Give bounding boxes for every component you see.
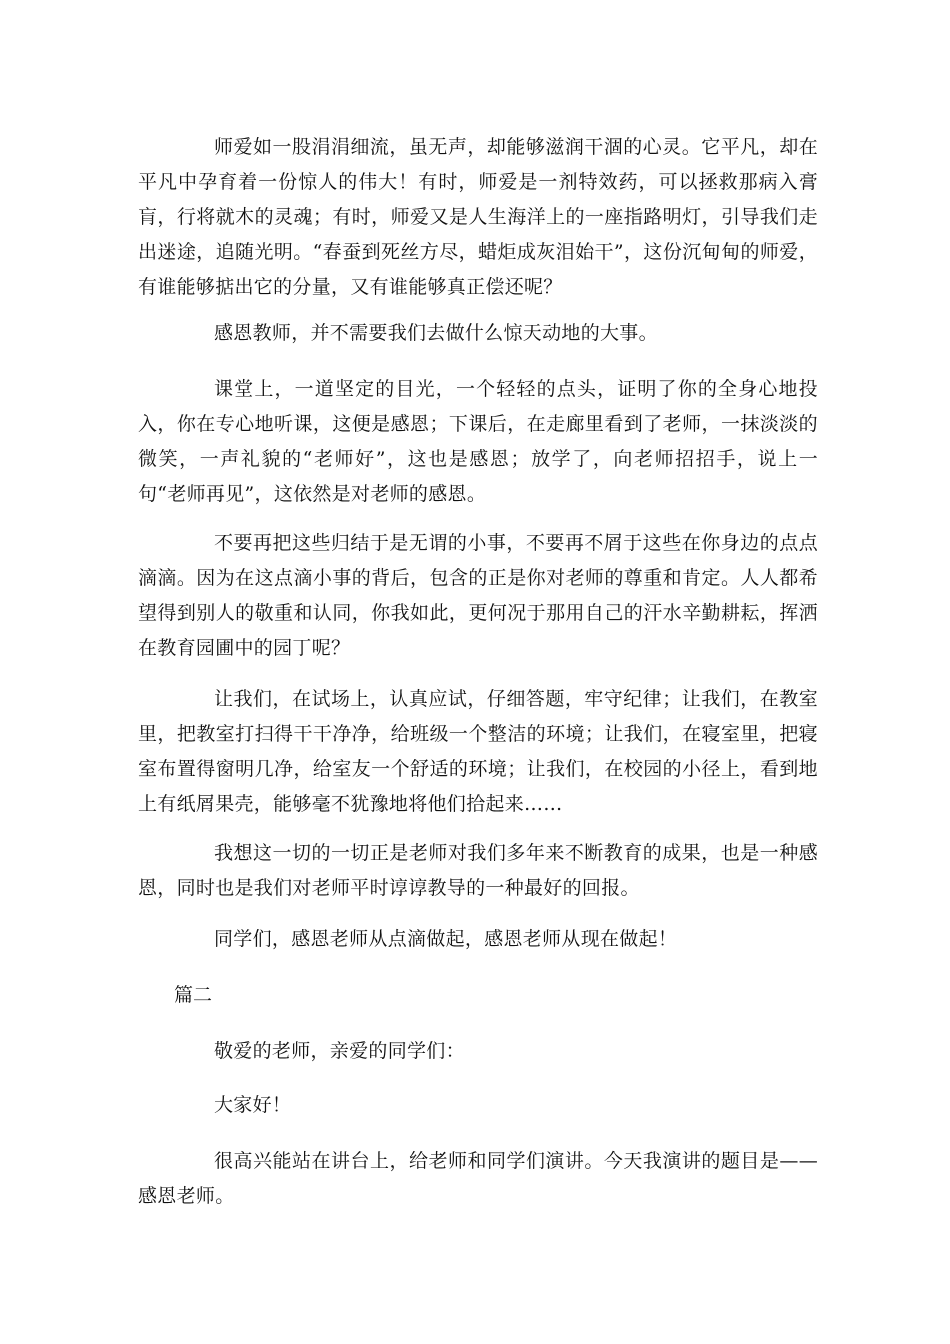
paragraph-closing-call: 同学们，感恩老师从点滴做起，感恩老师从现在做起！: [214, 928, 678, 950]
paragraph-greeting: 敬爱的老师，亲爱的同学们：: [214, 1040, 465, 1062]
paragraph-hello: 大家好！: [214, 1094, 292, 1116]
paragraph-teacher-love: 师爱如一股涓涓细流，虽无声，却能够滋润干涸的心灵。它平凡，却在平凡中孕育着一份惊人的伟大！有时，师爱是一剂特效药，可以拯救那病入膏肓，行将就木的灵魂；有时，师爱又是人生海洋上的一座指路明灯，引导我们走出迷途，追随光明。“春蚕到死丝方尽，蜡炬成灰泪始干”，这份沉甸甸的师爱，有谁能够掂出它的分量，又有谁能够真正偿还呢？: [138, 136, 818, 298]
paragraph-small-things: 不要再把这些归结于是无谓的小事，不要再不屑于这些在你身边的点点滴滴。因为在这点滴小事的背后，包含的正是你对老师的尊重和肯定。人人都希望得到别人的敬重和认同，你我如此，更何况于那用自己的汗水辛勤耕耘，挥洒在教育园圃中的园丁呢？: [138, 532, 818, 659]
paragraph-speech-intro: 很高兴能站在讲台上，给老师和同学们演讲。今天我演讲的题目是——感恩老师。: [138, 1150, 818, 1207]
paragraph-education-result: 我想这一切的一切正是老师对我们多年来不断教育的成果，也是一种感恩，同时也是我们对老师平时谆谆教导的一种最好的回报。: [138, 842, 818, 899]
paragraph-let-us: 让我们，在试场上，认真应试，仔细答题，牢守纪律；让我们，在教室里，把教室打扫得干干净净，给班级一个整洁的环境；让我们，在寝室里，把寝室布置得窗明几净，给室友一个舒适的环境；让我们，在校园的小径上，看到地上有纸屑果壳，能够毫不犹豫地将他们拾起来……: [138, 688, 818, 815]
paragraph-no-big-deeds: 感恩教师，并不需要我们去做什么惊天动地的大事。: [214, 322, 658, 344]
paragraph-classroom-gratitude: 课堂上，一道坚定的目光，一个轻轻的点头，证明了你的全身心地投入，你在专心地听课，这便是感恩；下课后，在走廊里看到了老师，一抹淡淡的微笑，一声礼貌的“老师好”，这也是感恩；放学了，向老师招招手，说上一句“老师再见”，这依然是对老师的感恩。: [138, 378, 818, 505]
section-heading: 篇二: [174, 984, 213, 1006]
